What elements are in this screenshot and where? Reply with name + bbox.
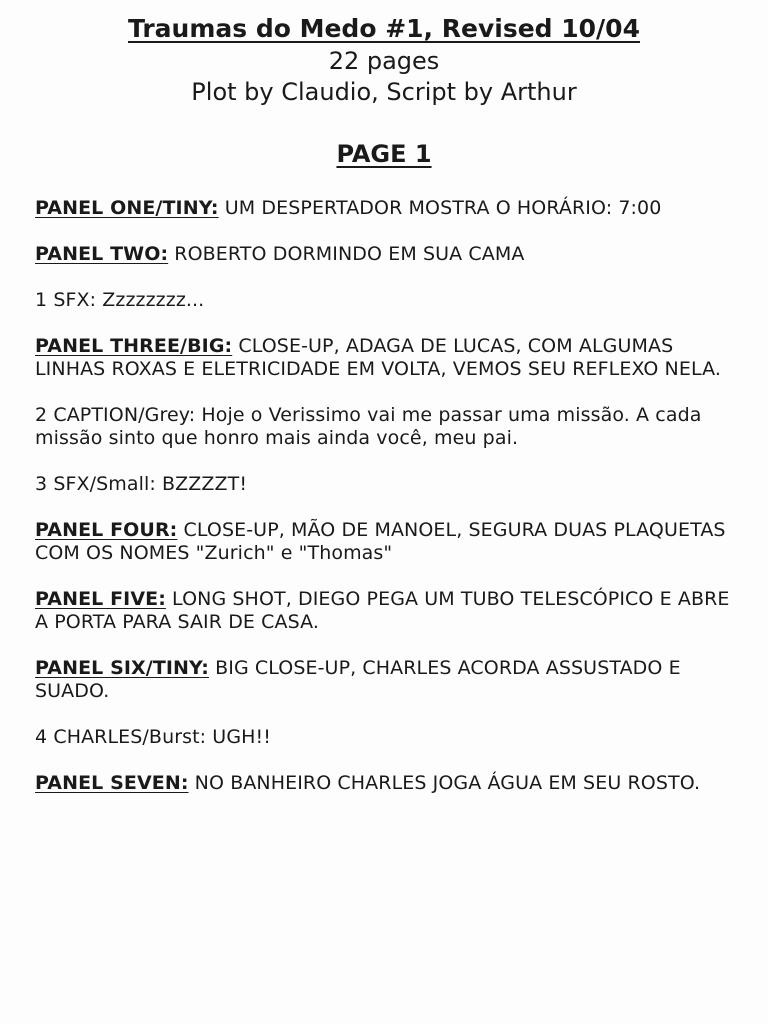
- script-block: [35, 243, 735, 266]
- panel-description: CLOSE-UP, MÃO DE MANOEL, SEGURA DUAS PLAQUETAS COM OS NOMES "Zurich" e "Thomas": [35, 519, 726, 564]
- page-heading: PAGE 1: [336, 140, 432, 168]
- sfx-line: 1 SFX: Zzzzzzzz...: [35, 289, 205, 311]
- script-block: [35, 289, 735, 312]
- document-title: Traumas do Medo #1, Revised 10/04: [128, 14, 640, 43]
- panel-description: BIG CLOSE-UP, CHARLES ACORDA ASSUSTADO E SUADO.: [35, 657, 681, 702]
- script-block: [35, 473, 735, 496]
- panel-label: PANEL FOUR:: [35, 519, 178, 541]
- script-block: [35, 657, 735, 703]
- script-block: [35, 588, 735, 634]
- panel-description: LONG SHOT, DIEGO PEGA UM TUBO TELESCÓPICO E ABRE A PORTA PARA SAIR DE CASA.: [35, 588, 730, 633]
- panel-description: UM DESPERTADOR MOSTRA O HORÁRIO: 7:00: [218, 197, 662, 219]
- caption-line: 2 CAPTION/Grey: Hoje o Verissimo vai me passar uma missão. A cada missão sinto que honro mais ainda você, meu pai.: [35, 404, 702, 449]
- panel-label: PANEL FIVE:: [35, 588, 166, 610]
- sfx-line: 3 SFX/Small: BZZZZT!: [35, 473, 248, 495]
- script-block: [35, 772, 735, 795]
- panel-label: PANEL ONE/TINY:: [35, 197, 219, 219]
- script-block: [35, 197, 735, 220]
- panel-label: PANEL SIX/TINY:: [35, 657, 209, 679]
- dialogue-line: 4 CHARLES/Burst: UGH!!: [35, 726, 271, 748]
- panel-label: PANEL THREE/BIG:: [35, 335, 233, 357]
- script-block: [35, 335, 735, 381]
- script-block: [35, 726, 735, 749]
- document-header: [0, 12, 768, 108]
- panel-description: NO BANHEIRO CHARLES JOGA ÁGUA EM SEU ROSTO.: [188, 772, 701, 794]
- panel-description: CLOSE-UP, ADAGA DE LUCAS, COM ALGUMAS LINHAS ROXAS E ELETRICIDADE EM VOLTA, VEMOS SEU REFLEXO NELA.: [35, 335, 721, 380]
- panel-description: ROBERTO DORMINDO EM SUA CAMA: [168, 243, 525, 265]
- panel-label: PANEL SEVEN:: [35, 772, 189, 794]
- script-block: [35, 519, 735, 565]
- credits: Plot by Claudio, Script by Arthur: [191, 78, 577, 106]
- script-body: [35, 197, 735, 818]
- panel-label: PANEL TWO:: [35, 243, 169, 265]
- script-block: [35, 404, 735, 450]
- page-count: 22 pages: [328, 47, 440, 75]
